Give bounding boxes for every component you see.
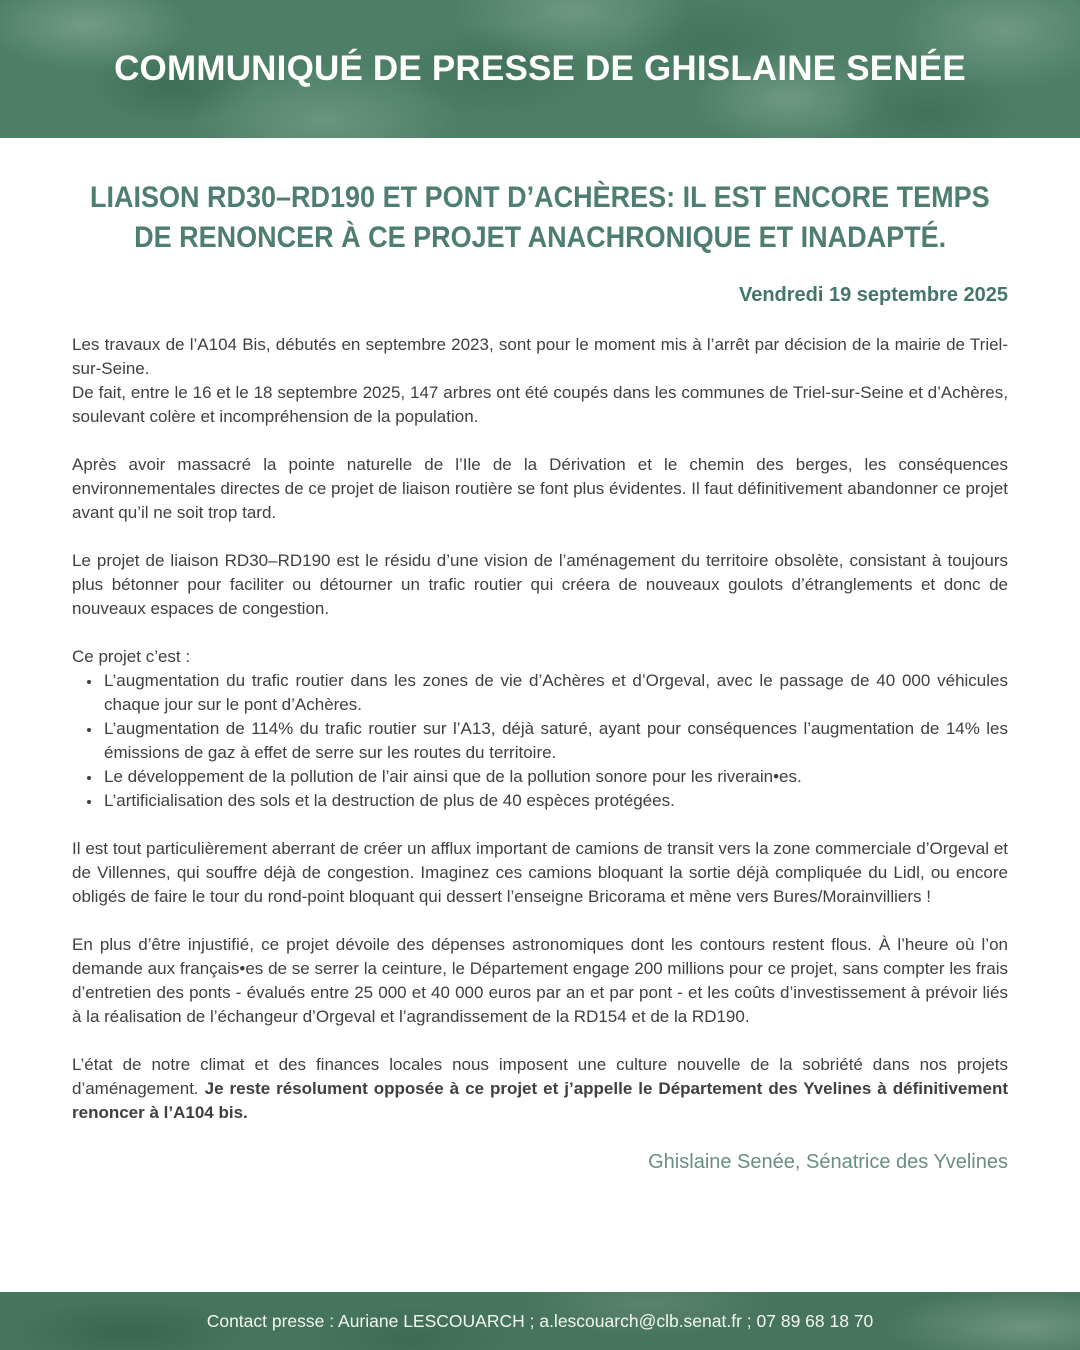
closing-bold-statement: Je reste résolument opposée à ce projet et j’appelle le Département des Yvelines à définitivement renoncer à l’A104 bis.	[72, 1079, 1008, 1122]
press-release-title: COMMUNIQUÉ DE PRESSE DE GHISLAINE SENÉE	[114, 49, 966, 88]
signature: Ghislaine Senée, Sénatrice des Yvelines	[648, 1151, 1008, 1173]
paragraph-trees-cut: De fait, entre le 16 et le 18 septembre 2025, 147 arbres ont été coupés dans les communes de Triel-sur-Seine et d’Achères, soulevant colère et incompréhension de la population.	[72, 383, 1008, 426]
list-item-a13-saturation: • L’augmentation de 114% du trafic routier sur l’A13, déjà saturé, ayant pour conséquences l’augmentation de 14% les émissions de gaz à effet de serre sur les routes du territoire.	[102, 717, 1008, 765]
paragraph-costs: En plus d’être injustifié, ce projet dévoile des dépenses astronomiques dont les contours restent flous. À l’heure où l’on demande aux français•es de se serrer la ceinture, le Département engage 200 millions pour ce projet, sans compter les frais d’entretien des ponts - évalués entre 25 000 et 40 000 euros par an et par pont - et les coûts d’investissement à prévoir liés à la réalisation de l’échangeur d’Orgeval et l’agrandissement de la RD154 et de la RD190.	[72, 935, 1008, 1026]
list-item-soil-artificialisation: • L’artificialisation des sols et la destruction de plus de 40 espèces protégées.	[102, 789, 1008, 813]
press-contact-line: Contact presse : Auriane LESCOUARCH ; a.lescouarch@clb.senat.fr ; 07 89 68 18 70	[206, 1310, 874, 1331]
paragraph-trucks-congestion: Il est tout particulièrement aberrant de créer un afflux important de camions de transit vers la zone commerciale d’Orgeval et de Villennes, qui souffre déjà de congestion. Imaginez ces camions bloquant la sortie déjà compliquée du Lidl, ou encore obligés de faire le tour du rond-point bloquant qui dessert l’enseigne Bricorama et mène vers Bures/Morainvilliers !	[72, 839, 1008, 906]
list-intro: Ce projet c’est :	[72, 647, 191, 666]
headline-line-1	[0, 178, 1080, 218]
paragraph-works-halted: Les travaux de l’A104 Bis, débutés en septembre 2023, sont pour le moment mis à l’arrêt par décision de la mairie de Triel-sur-Seine.	[72, 335, 1008, 378]
header-band	[0, 0, 1080, 138]
closing-paragraph	[72, 1053, 1008, 1125]
headline-line-2-text: DE RENONCER À CE PROJET ANACHRONIQUE ET INADAPTÉ.	[133, 221, 947, 254]
paragraph-environment: Après avoir massacré la pointe naturelle de l’Ile de la Dérivation et le chemin des berges, les conséquences environnementales directes de ce projet de liaison routière se font plus évidentes. Il faut définitivement abandonner ce projet avant qu’il ne soit trop tard.	[72, 455, 1008, 522]
list-item-pollution: • Le développement de la pollution de l’air ainsi que de la pollution sonore pour les riverain•es.	[102, 765, 1008, 789]
headline-line-1-text: LIAISON RD30–RD190 ET PONT D’ACHÈRES: IL EST ENCORE TEMPS	[90, 181, 990, 214]
footer-band	[0, 1292, 1080, 1350]
closing-normal-text: L’état de notre climat et des finances locales nous imposent une culture nouvelle de la sobriété dans nos projets d’aménagement.	[72, 1055, 1008, 1098]
project-impacts-list	[72, 669, 1008, 813]
body-content	[72, 333, 1008, 1125]
paragraph-obsolete-vision: Le projet de liaison RD30–RD190 est le résidu d’une vision de l’aménagement du territoire obsolète, consistant à toujours plus bétonner pour faciliter ou détourner un trafic routier qui créera de nouveaux goulots d’étranglements et donc de nouveaux espaces de congestion.	[72, 551, 1008, 618]
list-item-traffic-increase: • L’augmentation du trafic routier dans les zones de vie d’Achères et d’Orgeval, avec le passage de 40 000 véhicules chaque jour sur le pont d’Achères.	[102, 669, 1008, 717]
date-line: Vendredi 19 septembre 2025	[738, 284, 1008, 306]
headline	[0, 178, 1080, 258]
headline-line-2	[0, 218, 1080, 258]
